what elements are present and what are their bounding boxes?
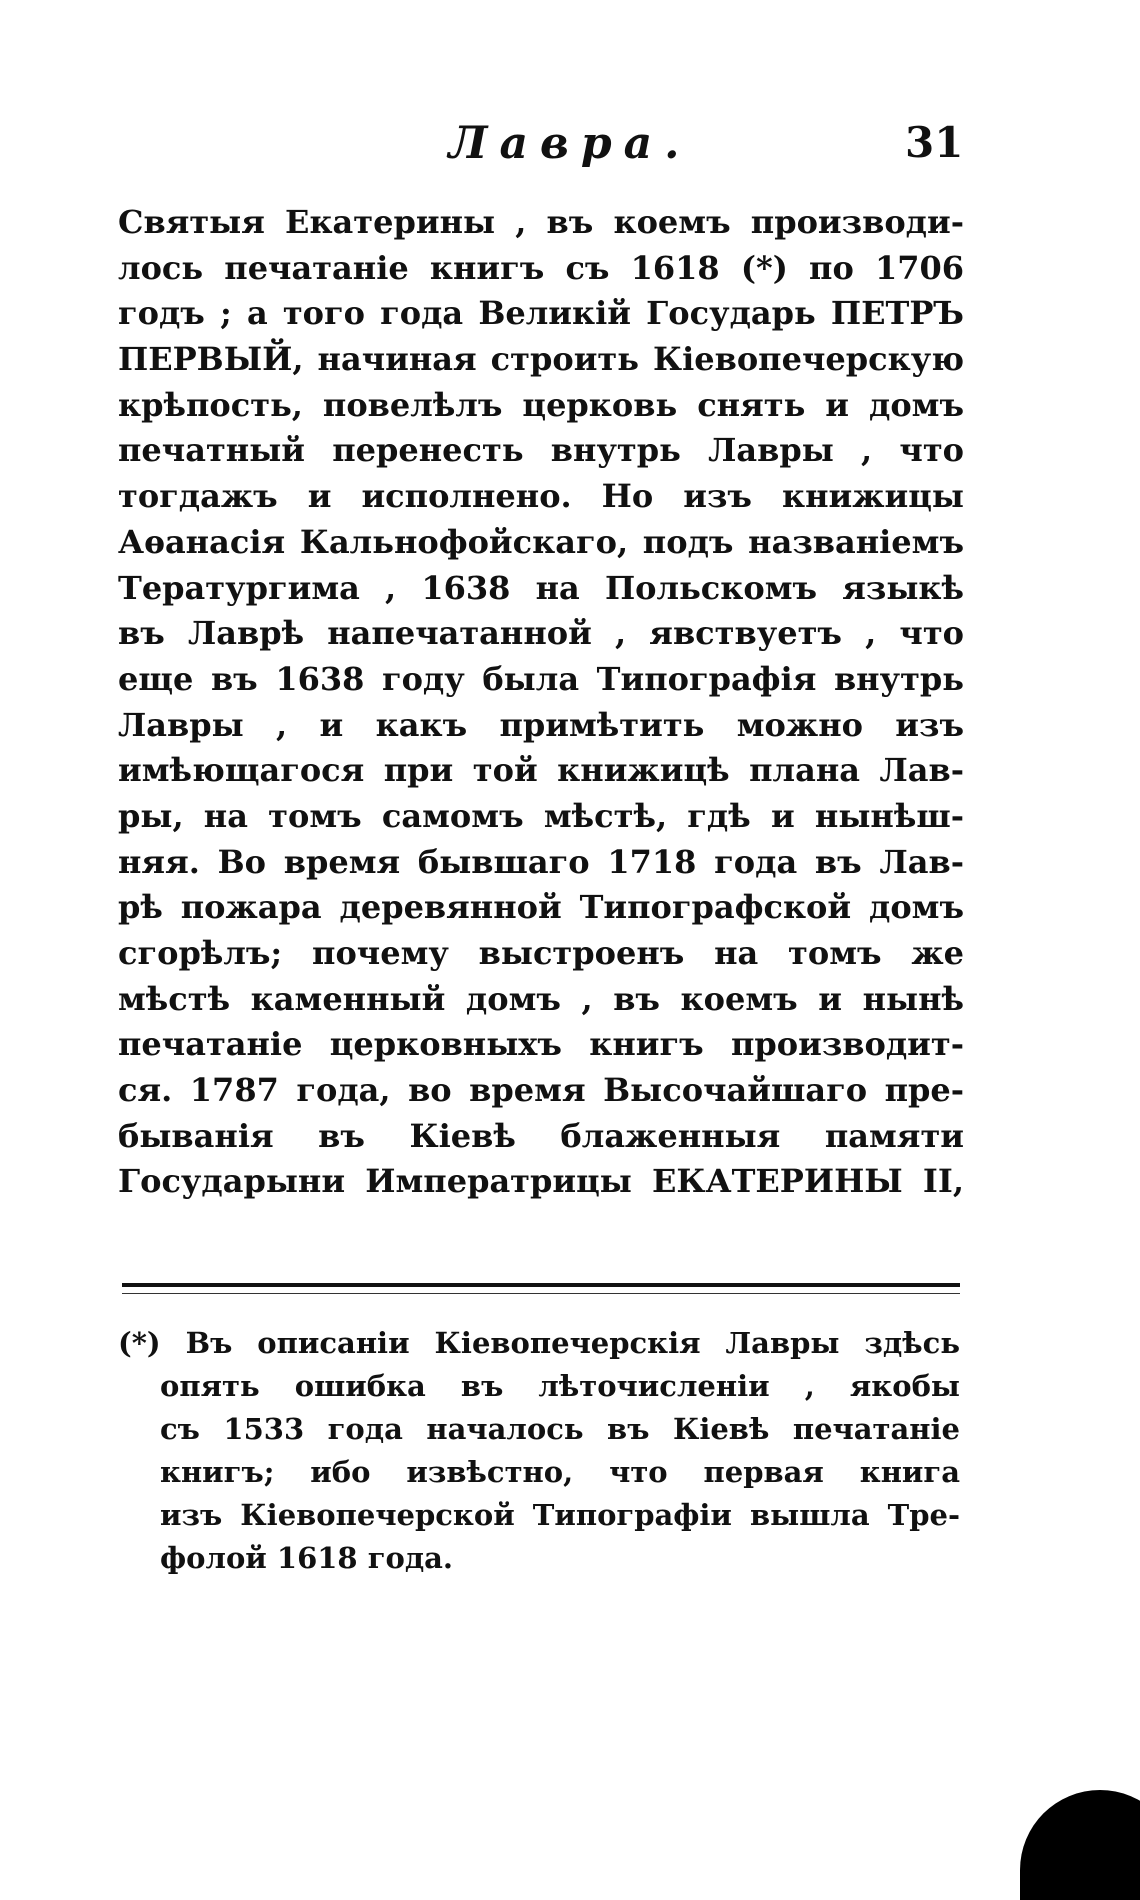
text-line: крѣпость, повелѣлъ церковь снять и домъ: [118, 385, 964, 424]
page-number: 31: [905, 118, 964, 167]
footnote: [118, 1322, 960, 1580]
footnote-line: съ 1533 года началось въ Кіевѣ печатаніе: [160, 1412, 960, 1446]
text-line: еще въ 1638 году была Типографія внутрь: [118, 659, 964, 698]
text-line: сгорѣлъ; почему выстроенъ на томъ же: [118, 934, 964, 972]
footnote-line: книгъ; ибо извѣстно, что первая книга: [160, 1455, 960, 1489]
text-line: Тератургима , 1638 на Польскомъ языкѣ: [118, 568, 964, 607]
text-line: ры, на томъ самомъ мѣстѣ, гдѣ и нынѣш-: [118, 796, 964, 835]
text-line: Святыя Екатерины , въ коемъ производи-: [118, 203, 964, 241]
text-line: мѣстѣ каменный домъ , въ коемъ и нынѣ: [118, 979, 964, 1018]
text-line: Лавры , и какъ примѣтить можно изъ: [118, 705, 964, 744]
text-line: печатный перенесть внутрь Лавры , что: [118, 431, 964, 470]
text-line: печатаніе церковныхъ книгъ производит-: [118, 1025, 964, 1064]
running-title: Лавра.: [448, 118, 692, 169]
text-line: имѣющагося при той книжицѣ плана Лав-: [118, 751, 964, 790]
body-text: [118, 200, 964, 1205]
text-line: няя. Во время бывшаго 1718 года въ Лав-: [118, 842, 964, 881]
text-line: Государыни Императрицы ЕКАТЕРИНЫ II,: [118, 1162, 964, 1201]
footnote-line: (*) Въ описаніи Кіевопечерскія Лавры здѣсь: [118, 1326, 960, 1360]
text-line: Аѳанасія Кальнофойскаго, подъ названіемъ: [118, 522, 964, 561]
footnote-line: фолой 1618 года.: [160, 1541, 454, 1575]
text-line: годъ ; а того года Великій Государь ПЕТРЪ: [118, 294, 964, 333]
text-line: лось печатаніе книгъ съ 1618 (*) по 1706: [118, 248, 964, 287]
scan-blot: [1020, 1790, 1140, 1900]
text-line: рѣ пожара деревянной Типографской домъ: [118, 888, 964, 927]
text-line: быванія въ Кіевѣ блаженныя памяти: [118, 1116, 964, 1155]
text-line: въ Лаврѣ напечатанной , явствуетъ , что: [118, 614, 964, 653]
text-line: тогдажъ и исполнено. Но изъ книжицы: [118, 477, 964, 516]
footnote-rule-thin: [122, 1293, 960, 1294]
footnote-line: опять ошибка въ лѣточисленіи , якобы: [160, 1369, 960, 1403]
text-line: ся. 1787 года, во время Высочайшаго пре-: [118, 1071, 964, 1110]
footnote-line: изъ Кіевопечерской Типографіи вышла Тре-: [160, 1498, 960, 1532]
footnote-rule: [122, 1283, 960, 1287]
text-line: ПЕРВЫЙ, начиная строить Кіевопечерскую: [118, 340, 964, 379]
